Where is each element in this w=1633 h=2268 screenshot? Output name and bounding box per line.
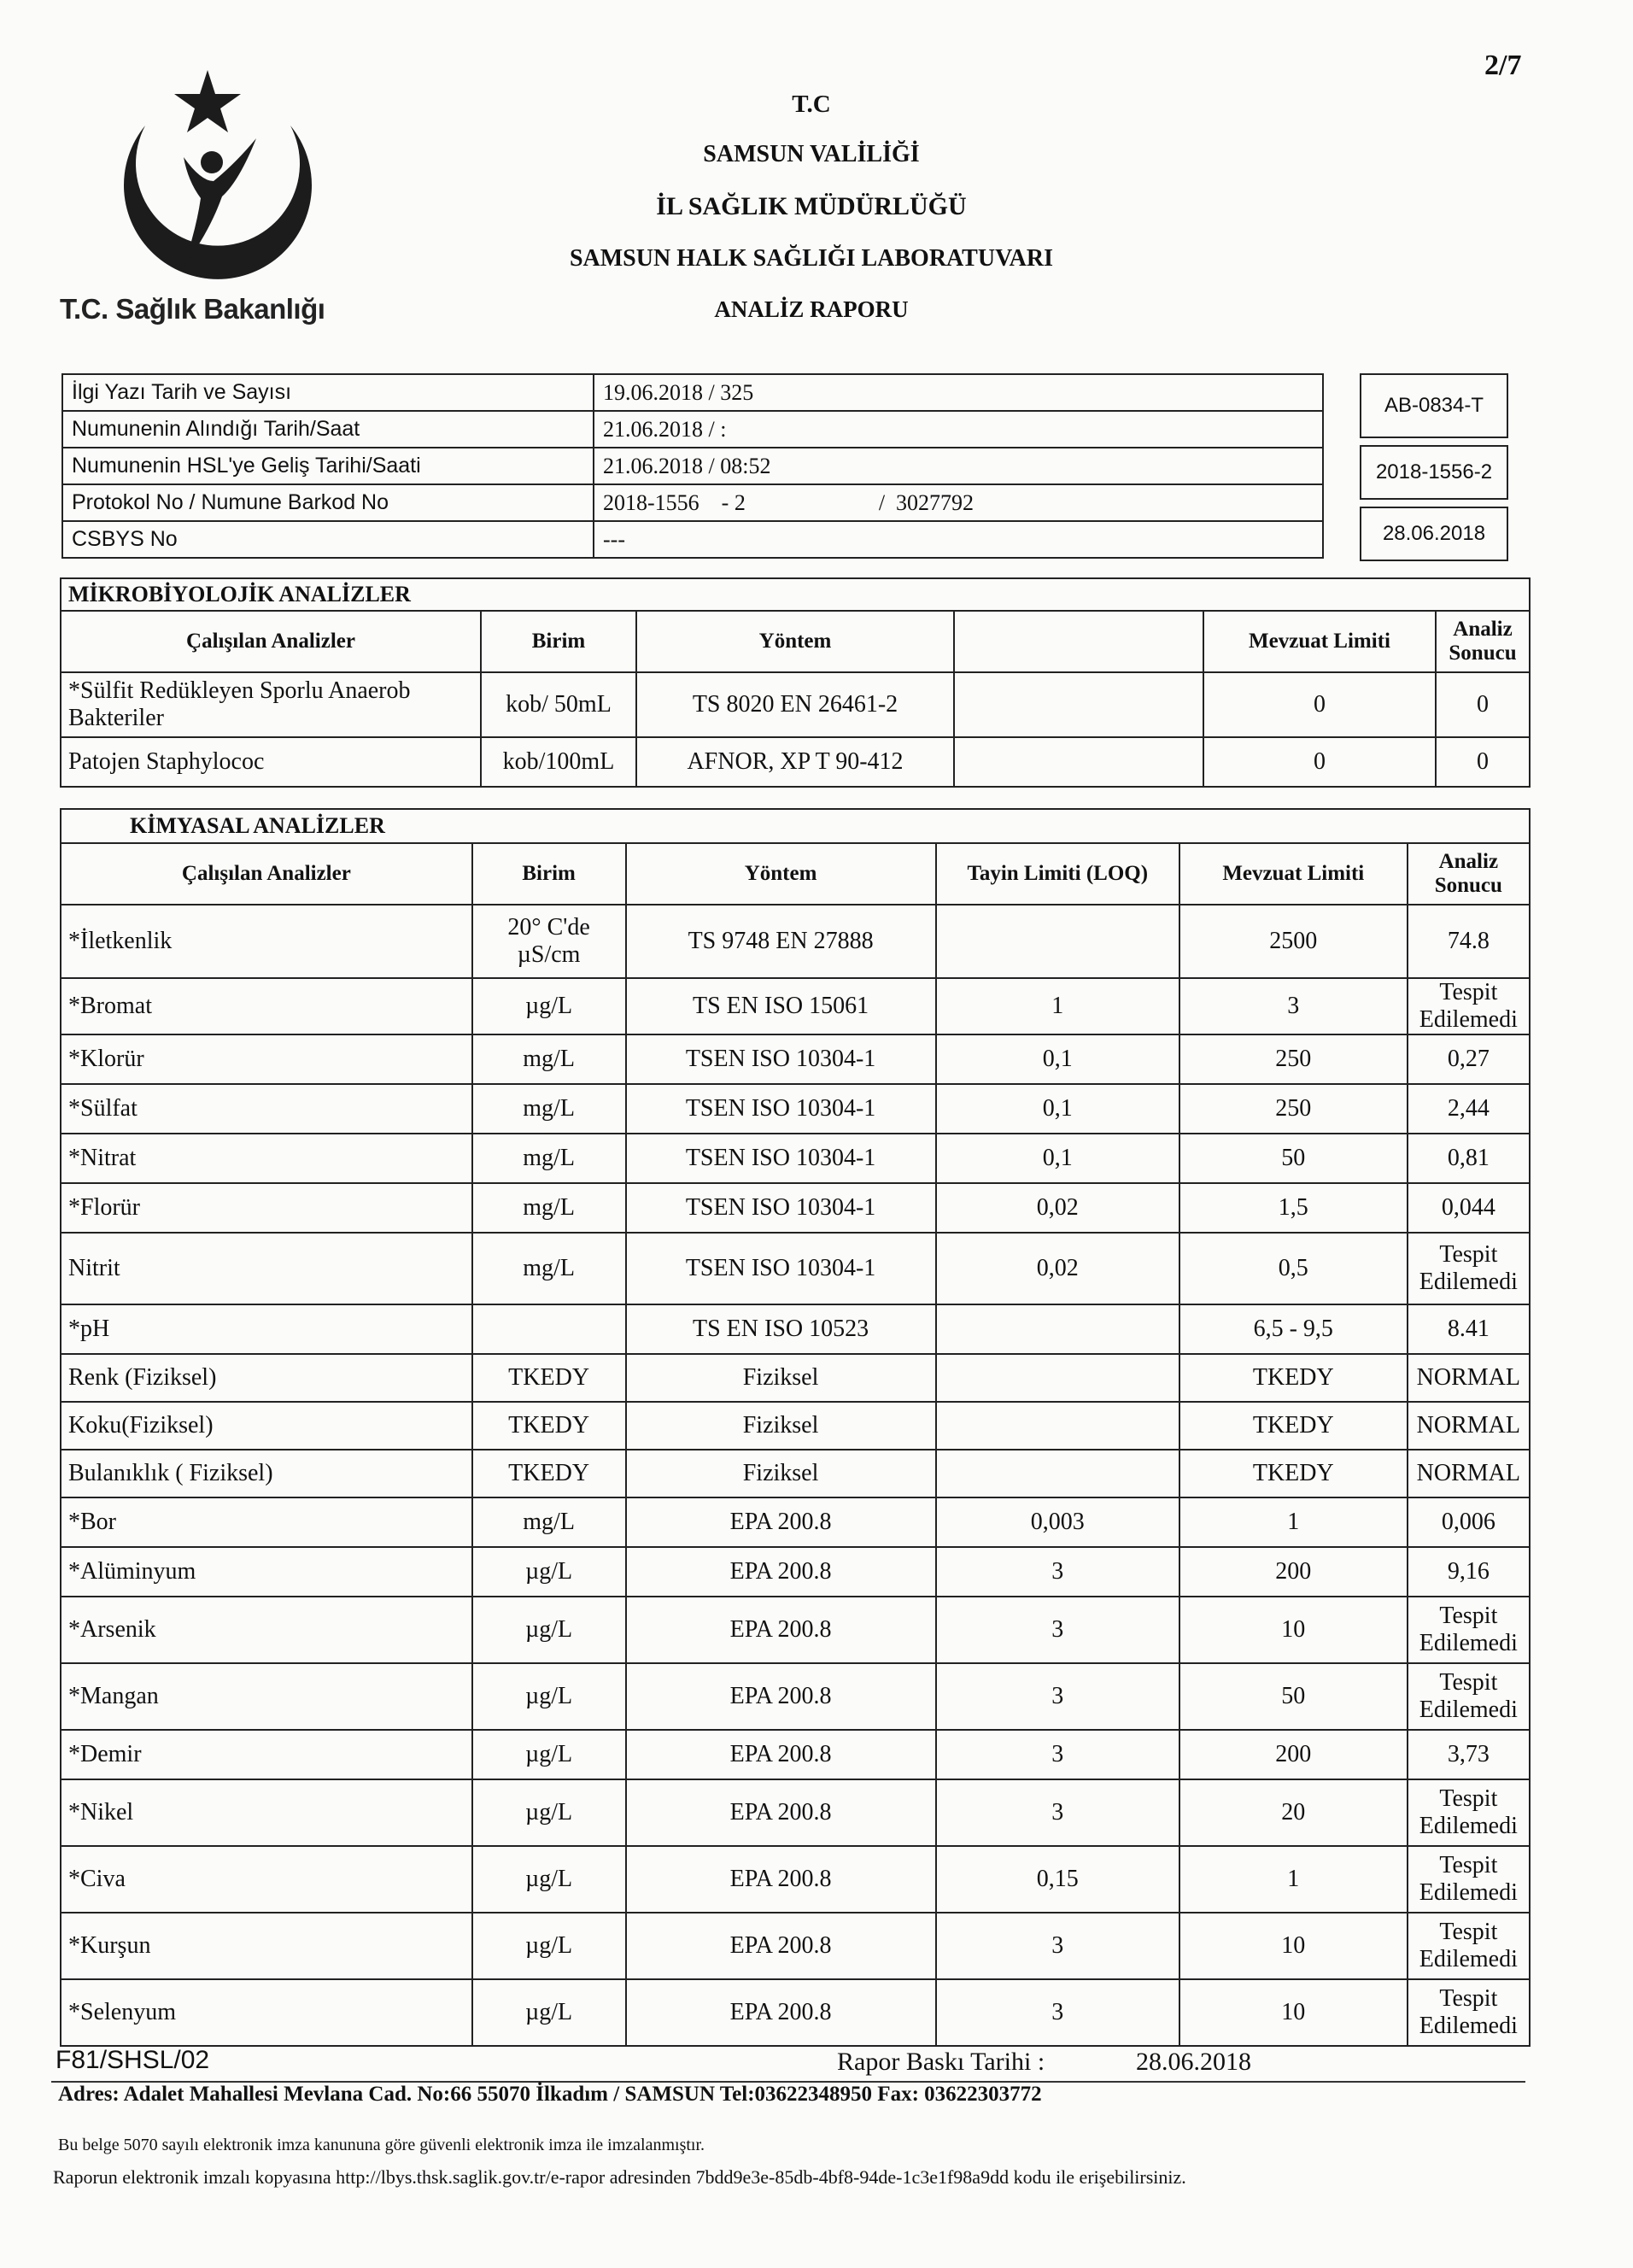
cell-analysis: *Alüminyum xyxy=(61,1547,472,1597)
cell-limit: 0 xyxy=(1203,672,1436,737)
cell-result: Tespit Edilemedi xyxy=(1408,978,1530,1034)
cell-analysis: *Sülfat xyxy=(61,1084,472,1134)
cell-result: Tespit Edilemedi xyxy=(1408,1979,1530,2046)
info-value: --- xyxy=(594,521,1323,558)
header-row xyxy=(61,843,1530,905)
cell-unit: µg/L xyxy=(472,978,626,1034)
cell-limit: 2500 xyxy=(1179,905,1408,978)
cell-limit: 50 xyxy=(1179,1134,1408,1183)
cell-limit: 3 xyxy=(1179,978,1408,1034)
cell-unit: mg/L xyxy=(472,1233,626,1304)
cell-unit: µg/L xyxy=(472,1779,626,1846)
header-line-mudurluk: İL SAĞLIK MÜDÜRLÜĞÜ xyxy=(656,192,967,220)
table-row xyxy=(61,1183,1530,1233)
cell-limit: TKEDY xyxy=(1179,1354,1408,1402)
cell-loq: 3 xyxy=(936,1913,1179,1979)
cell-method: TS 9748 EN 27888 xyxy=(626,905,936,978)
cell-method: Fiziksel xyxy=(626,1354,936,1402)
table-row xyxy=(61,1134,1530,1183)
cell-unit: mg/L xyxy=(472,1034,626,1084)
col-header: Çalışılan Analizler xyxy=(61,611,481,672)
col-header: Mevzuat Limiti xyxy=(1203,611,1436,672)
cell-unit: µg/L xyxy=(472,1730,626,1779)
cell-unit: kob/100mL xyxy=(481,737,636,787)
table-row xyxy=(61,1402,1530,1450)
section-title-row xyxy=(61,578,1530,611)
cell-loq xyxy=(936,1354,1179,1402)
table-row xyxy=(61,1034,1530,1084)
cell-result: 0,006 xyxy=(1408,1497,1530,1547)
cell-result: 0,81 xyxy=(1408,1134,1530,1183)
cell-method: TSEN ISO 10304-1 xyxy=(626,1084,936,1134)
cell-analysis: *Sülfit Redükleyen Sporlu Anaerob Bakteriler xyxy=(61,672,481,737)
section-title: MİKROBİYOLOJİK ANALİZLER xyxy=(61,578,1530,611)
cell-method: TSEN ISO 10304-1 xyxy=(626,1183,936,1233)
cell-method: EPA 200.8 xyxy=(626,1913,936,1979)
table-row xyxy=(61,905,1530,978)
cell-result: Tespit Edilemedi xyxy=(1408,1913,1530,1979)
cell-limit: 0,5 xyxy=(1179,1233,1408,1304)
cell-loq: 3 xyxy=(936,1597,1179,1663)
cell-unit: µg/L xyxy=(472,1913,626,1979)
info-label: Numunenin Alındığı Tarih/Saat xyxy=(62,411,594,448)
e-report-note: Raporun elektronik imzalı kopyasına http://lbys.thsk.saglik.gov.tr/e-rapor adresinden 7bdd9e3e-85db-4bf8-94de-1c3e1f98a9dd kodu ile erişebilirsiniz. xyxy=(53,2166,1186,2188)
cell-unit: TKEDY xyxy=(472,1402,626,1450)
section-title: KİMYASAL ANALİZLER xyxy=(61,809,1530,843)
cell-method: TSEN ISO 10304-1 xyxy=(626,1034,936,1084)
table-row xyxy=(61,1913,1530,1979)
cell-unit: µg/L xyxy=(472,1663,626,1730)
cell-limit: TKEDY xyxy=(1179,1402,1408,1450)
cell-result: 8.41 xyxy=(1408,1304,1530,1354)
e-signature-note: Bu belge 5070 sayılı elektronik imza kanununa göre güvenli elektronik imza ile imzalanmıştır. xyxy=(58,2136,705,2154)
cell-loq: 3 xyxy=(936,1663,1179,1730)
info-row xyxy=(62,448,1323,484)
cell-method: EPA 200.8 xyxy=(626,1597,936,1663)
page-number: 2/7 xyxy=(1484,50,1522,81)
cell-unit: mg/L xyxy=(472,1497,626,1547)
cell-method: EPA 200.8 xyxy=(626,1779,936,1846)
col-header: Birim xyxy=(472,843,626,905)
cell-loq: 0,02 xyxy=(936,1233,1179,1304)
table-row xyxy=(61,1779,1530,1846)
cell-loq: 3 xyxy=(936,1979,1179,2046)
section-title-row xyxy=(61,809,1530,843)
cell-result: 9,16 xyxy=(1408,1547,1530,1597)
cell-loq: 0,1 xyxy=(936,1084,1179,1134)
address: Adres: Adalet Mahallesi Mevlana Cad. No:66 55070 İlkadım / SAMSUN Tel:03622348950 Fax: 03622303772 xyxy=(58,2083,1042,2106)
cell-limit: 200 xyxy=(1179,1730,1408,1779)
cell-method: EPA 200.8 xyxy=(626,1979,936,2046)
cell-result: Tespit Edilemedi xyxy=(1408,1779,1530,1846)
cell-analysis: *Bromat xyxy=(61,978,472,1034)
header-line-tc: T.C xyxy=(792,91,831,118)
cell-limit: TKEDY xyxy=(1179,1450,1408,1497)
info-row xyxy=(62,521,1323,558)
cell-limit: 50 xyxy=(1179,1663,1408,1730)
cell-method: Fiziksel xyxy=(626,1402,936,1450)
report-date: 28.06.2018 xyxy=(1360,507,1508,561)
cell-unit xyxy=(472,1304,626,1354)
cell-method: EPA 200.8 xyxy=(626,1846,936,1913)
report-title: ANALİZ RAPORU xyxy=(714,296,909,322)
cell-analysis: *pH xyxy=(61,1304,472,1354)
col-header: Tayin Limiti (LOQ) xyxy=(936,843,1179,905)
table-row xyxy=(61,978,1530,1034)
cell-result: 0,044 xyxy=(1408,1183,1530,1233)
cell-result: 3,73 xyxy=(1408,1730,1530,1779)
cell-result: NORMAL xyxy=(1408,1354,1530,1402)
col-header: Analiz Sonucu xyxy=(1436,611,1530,672)
cell-analysis: *Arsenik xyxy=(61,1597,472,1663)
cell-loq: 3 xyxy=(936,1547,1179,1597)
cell-method: EPA 200.8 xyxy=(626,1730,936,1779)
cell-unit: µg/L xyxy=(472,1547,626,1597)
cell-result: 0 xyxy=(1436,672,1530,737)
table-row xyxy=(61,737,1530,787)
col-header: Analiz Sonucu xyxy=(1408,843,1530,905)
cell-unit: 20° C'de µS/cm xyxy=(472,905,626,978)
cell-unit: kob/ 50mL xyxy=(481,672,636,737)
col-header: Yöntem xyxy=(636,611,954,672)
cell-result: NORMAL xyxy=(1408,1450,1530,1497)
table-row xyxy=(61,1450,1530,1497)
cell-analysis: *İletkenlik xyxy=(61,905,472,978)
table-row xyxy=(61,1597,1530,1663)
cell-analysis: *Florür xyxy=(61,1183,472,1233)
info-value: 19.06.2018 / 325 xyxy=(594,374,1323,411)
cell-result: Tespit Edilemedi xyxy=(1408,1597,1530,1663)
cell-unit: mg/L xyxy=(472,1134,626,1183)
cell-analysis: *Nitrat xyxy=(61,1134,472,1183)
cell-method: AFNOR, XP T 90-412 xyxy=(636,737,954,787)
cell-loq: 0,02 xyxy=(936,1183,1179,1233)
cell-loq: 3 xyxy=(936,1779,1179,1846)
cell-result: Tespit Edilemedi xyxy=(1408,1663,1530,1730)
cell-analysis: *Kurşun xyxy=(61,1913,472,1979)
cell-result: Tespit Edilemedi xyxy=(1408,1233,1530,1304)
info-value: 21.06.2018 / : xyxy=(594,411,1323,448)
table-row xyxy=(61,1084,1530,1134)
chem-table xyxy=(60,808,1531,2047)
table-row xyxy=(61,1304,1530,1354)
cell-limit: 250 xyxy=(1179,1034,1408,1084)
cell-unit: µg/L xyxy=(472,1846,626,1913)
cell-analysis: *Civa xyxy=(61,1846,472,1913)
info-label: İlgi Yazı Tarih ve Sayısı xyxy=(62,374,594,411)
header-row xyxy=(61,611,1530,672)
print-date-label: Rapor Baskı Tarihi : xyxy=(837,2048,1045,2076)
ministry-name: T.C. Sağlık Bakanlığı xyxy=(60,293,325,325)
report-code: AB-0834-T xyxy=(1360,373,1508,438)
cell-unit: TKEDY xyxy=(472,1354,626,1402)
sample-info-table xyxy=(61,373,1324,559)
cell-analysis: *Nikel xyxy=(61,1779,472,1846)
cell-analysis: Bulanıklık ( Fiziksel) xyxy=(61,1450,472,1497)
info-row xyxy=(62,484,1323,521)
cell-method: Fiziksel xyxy=(626,1450,936,1497)
cell-loq xyxy=(954,737,1203,787)
cell-loq xyxy=(936,1450,1179,1497)
info-row xyxy=(62,374,1323,411)
cell-limit: 1 xyxy=(1179,1846,1408,1913)
cell-analysis: *Bor xyxy=(61,1497,472,1547)
cell-result: Tespit Edilemedi xyxy=(1408,1846,1530,1913)
table-row xyxy=(61,1233,1530,1304)
print-date: 28.06.2018 xyxy=(1136,2048,1251,2076)
cell-analysis: *Mangan xyxy=(61,1663,472,1730)
cell-method: TSEN ISO 10304-1 xyxy=(626,1233,936,1304)
protocol-code: 2018-1556-2 xyxy=(1360,445,1508,500)
col-header: Çalışılan Analizler xyxy=(61,843,472,905)
cell-unit: mg/L xyxy=(472,1183,626,1233)
info-label: Protokol No / Numune Barkod No xyxy=(62,484,594,521)
info-value: 21.06.2018 / 08:52 xyxy=(594,448,1323,484)
cell-method: EPA 200.8 xyxy=(626,1663,936,1730)
cell-limit: 1 xyxy=(1179,1497,1408,1547)
col-header xyxy=(954,611,1203,672)
cell-method: TS EN ISO 15061 xyxy=(626,978,936,1034)
cell-method: EPA 200.8 xyxy=(626,1497,936,1547)
cell-limit: 10 xyxy=(1179,1979,1408,2046)
header-line-laboratuvar: SAMSUN HALK SAĞLIĞI LABORATUVARI xyxy=(569,245,1054,272)
cell-limit: 10 xyxy=(1179,1597,1408,1663)
table-row xyxy=(61,1846,1530,1913)
cell-analysis: Koku(Fiziksel) xyxy=(61,1402,472,1450)
cell-loq: 0,1 xyxy=(936,1134,1179,1183)
cell-loq xyxy=(936,1402,1179,1450)
table-row xyxy=(61,1979,1530,2046)
form-code: F81/SHSL/02 xyxy=(56,2046,210,2074)
cell-limit: 10 xyxy=(1179,1913,1408,1979)
cell-limit: 200 xyxy=(1179,1547,1408,1597)
cell-result: 0,27 xyxy=(1408,1034,1530,1084)
info-label: CSBYS No xyxy=(62,521,594,558)
cell-analysis: *Selenyum xyxy=(61,1979,472,2046)
cell-unit: µg/L xyxy=(472,1979,626,2046)
cell-limit: 250 xyxy=(1179,1084,1408,1134)
cell-result: NORMAL xyxy=(1408,1402,1530,1450)
cell-loq xyxy=(954,672,1203,737)
info-row xyxy=(62,411,1323,448)
cell-analysis: Patojen Staphylococ xyxy=(61,737,481,787)
cell-loq: 0,1 xyxy=(936,1034,1179,1084)
info-label: Numunenin HSL'ye Geliş Tarihi/Saati xyxy=(62,448,594,484)
cell-loq: 0,003 xyxy=(936,1497,1179,1547)
header-line-valilik: SAMSUN VALİLİĞİ xyxy=(703,141,920,167)
table-row xyxy=(61,1730,1530,1779)
cell-method: TS EN ISO 10523 xyxy=(626,1304,936,1354)
cell-analysis: *Demir xyxy=(61,1730,472,1779)
info-value: 2018-1556 - 2 / 3027792 xyxy=(594,484,1323,521)
cell-loq xyxy=(936,905,1179,978)
cell-limit: 0 xyxy=(1203,737,1436,787)
cell-result: 74.8 xyxy=(1408,905,1530,978)
table-row xyxy=(61,672,1530,737)
cell-analysis: Renk (Fiziksel) xyxy=(61,1354,472,1402)
cell-loq xyxy=(936,1304,1179,1354)
cell-method: TS 8020 EN 26461-2 xyxy=(636,672,954,737)
cell-loq: 0,15 xyxy=(936,1846,1179,1913)
col-header: Mevzuat Limiti xyxy=(1179,843,1408,905)
table-row xyxy=(61,1497,1530,1547)
table-row xyxy=(61,1547,1530,1597)
cell-limit: 20 xyxy=(1179,1779,1408,1846)
cell-method: TSEN ISO 10304-1 xyxy=(626,1134,936,1183)
col-header: Yöntem xyxy=(626,843,936,905)
cell-limit: 6,5 - 9,5 xyxy=(1179,1304,1408,1354)
table-row xyxy=(61,1354,1530,1402)
cell-analysis: Nitrit xyxy=(61,1233,472,1304)
cell-method: EPA 200.8 xyxy=(626,1547,936,1597)
cell-unit: mg/L xyxy=(472,1084,626,1134)
cell-result: 2,44 xyxy=(1408,1084,1530,1134)
cell-result: 0 xyxy=(1436,737,1530,787)
cell-unit: µg/L xyxy=(472,1597,626,1663)
report-codes xyxy=(1360,373,1507,568)
cell-limit: 1,5 xyxy=(1179,1183,1408,1233)
table-row xyxy=(61,1663,1530,1730)
cell-analysis: *Klorür xyxy=(61,1034,472,1084)
cell-loq: 1 xyxy=(936,978,1179,1034)
cell-loq: 3 xyxy=(936,1730,1179,1779)
cell-unit: TKEDY xyxy=(472,1450,626,1497)
micro-table xyxy=(60,577,1531,788)
col-header: Birim xyxy=(481,611,636,672)
